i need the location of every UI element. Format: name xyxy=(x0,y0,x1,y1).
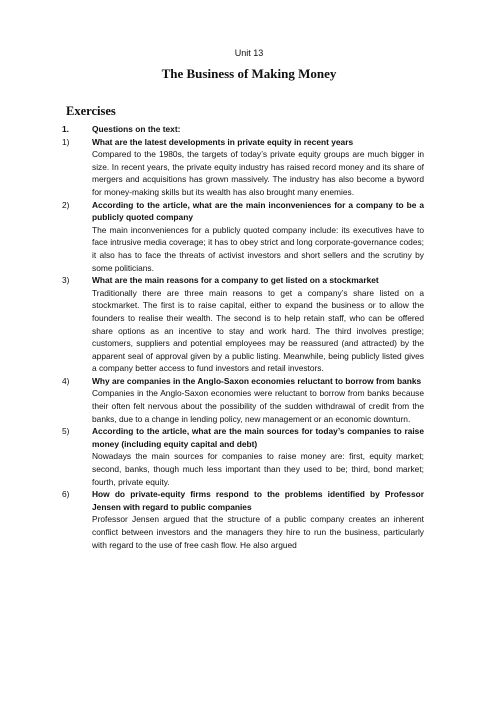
question-text: How do private-equity firms respond to the problems identified by Professor Jensen with regard to public companies xyxy=(92,489,424,512)
answer-text: Nowadays the main sources for companies to raise money are: first, equity market; second, banks, though much less important than they used to be; third, bond market; fourth, private equity. xyxy=(92,451,424,487)
exercises-heading: Exercises xyxy=(66,104,116,118)
answer-text: The main inconveniences for a publicly quoted company include: its executives have to face intrusive media coverage; it has to obey strict and long corporate-governance codes; it also has to face the threats of activist investors and short sellers and the scrutiny by some politicians. xyxy=(92,224,424,273)
subsection-label: Questions on the text: xyxy=(92,124,181,134)
question-item-6 xyxy=(62,488,424,551)
question-text: Why are companies in the Anglo-Saxon economies reluctant to borrow from banks xyxy=(92,375,422,386)
question-item-5 xyxy=(62,425,424,488)
answer-text: Traditionally there are three main reasons to get a company’s share listed on a stockmarket. The first is to raise capital, either to expand the business or to allow the founders to realise their wealth. The second is to help retain staff, who can be offered share options as an incentive to stay and work hard. The third involves prestige; customers, suppliers and potential employees may be reassured (and attracted) by the apparent seal of approval given by a public listing. Meanwhile, being publicly listed gives a company better access to fund investors and retail investors. xyxy=(92,287,424,374)
answer-text: Compared to the 1980s, the targets of today’s private equity groups are much bigger in size. In recent years, the private equity industry has raised record money and its share of mergers and acquisitions has grown massively. The industry has also become a byword for money-making skills but its wealth has also brought many enemies. xyxy=(92,149,424,197)
question-number: 1) xyxy=(62,136,70,147)
question-item-1 xyxy=(62,136,424,199)
subsection-questions xyxy=(62,123,424,136)
question-text: What are the latest developments in private equity in recent years xyxy=(92,136,354,147)
question-text: According to the article, what are the main inconveniences for a company to be a publicly quoted company xyxy=(92,199,424,223)
page-title: The Business of Making Money xyxy=(161,66,337,81)
question-number: 4) xyxy=(62,375,70,386)
question-text: What are the main reasons for a company to get listed on a stockmarket xyxy=(92,275,379,286)
question-number: 2) xyxy=(62,199,70,210)
answer-text: Companies in the Anglo-Saxon economies were reluctant to borrow from banks because their often felt nervous about the possibility of the sudden withdrawal of credit from the banks, due to a change in lending policy, new management or an economic downturn. xyxy=(92,388,424,424)
question-text: According to the article, what are the main sources for today’s companies to raise money (including equity capital and debt) xyxy=(92,426,424,449)
unit-label: Unit 13 xyxy=(234,48,264,58)
question-number: 5) xyxy=(62,426,70,437)
answer-text: Professor Jensen argued that the structure of a public company creates an inherent conflict between investors and the managers they hire to run the business, particularly with regard to the use of free cash flow. He also argued xyxy=(92,514,424,550)
question-item-2 xyxy=(62,199,424,275)
question-item-4 xyxy=(62,375,424,425)
question-item-3 xyxy=(62,274,424,375)
question-number: 3) xyxy=(62,275,70,286)
question-number: 6) xyxy=(62,489,70,500)
subsection-number: 1. xyxy=(62,124,69,134)
